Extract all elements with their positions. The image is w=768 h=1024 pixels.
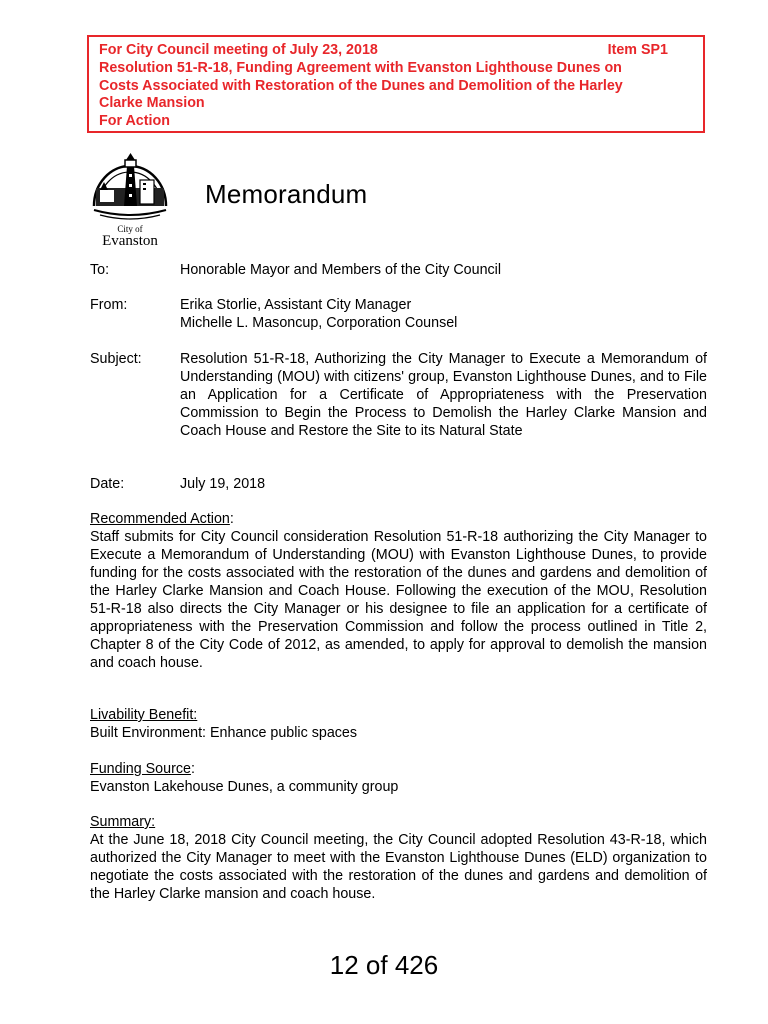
meeting-date-line: For City Council meeting of July 23, 2018: [99, 42, 378, 58]
heading-suffix: :: [190, 761, 195, 777]
section-heading: Funding Source: [90, 761, 191, 777]
item-number: Item SP1: [607, 42, 668, 58]
action-type: For Action: [99, 113, 170, 130]
from-line: Michelle L. Masoncup, Corporation Counsel: [180, 315, 458, 331]
recommended-action-section: [90, 510, 707, 672]
summary-section: [90, 813, 707, 903]
svg-text:City of: City of: [117, 224, 143, 234]
section-heading: Livability Benefit:: [90, 707, 198, 723]
lighthouse-seal-icon: [88, 150, 173, 245]
section-body: At the June 18, 2018 City Council meeting, the City Council adopted Resolution 43-R-18, which authorized the City Manager to meet with the Evanston Lighthouse Dunes (ELD) organization to negotiate the costs associated with the restoration of the dunes and gardens and demolition of the Harley Clarke mansion and coach house.: [90, 832, 707, 902]
from-line: Erika Storlie, Assistant City Manager: [180, 297, 412, 313]
city-logo: [88, 150, 173, 245]
heading-suffix: :: [229, 511, 234, 527]
date-label: Date:: [90, 476, 125, 492]
memo-title: Memorandum: [205, 179, 368, 209]
date-value: July 19, 2018: [180, 476, 266, 492]
agenda-title-line: Clarke Mansion: [99, 95, 205, 112]
from-label: From:: [90, 297, 128, 313]
section-body: Evanston Lakehouse Dunes, a community group: [90, 779, 399, 795]
livability-benefit-section: [90, 706, 707, 742]
agenda-title-line: Resolution 51-R-18, Funding Agreement with Evanston Lighthouse Dunes on: [99, 59, 622, 76]
subject-label: Subject:: [90, 351, 142, 367]
section-heading: Summary:: [90, 814, 156, 830]
to-value: Honorable Mayor and Members of the City Council: [180, 262, 502, 278]
agenda-title-line: Costs Associated with Restoration of the Dunes and Demolition of the Harley: [99, 77, 623, 94]
funding-source-section: [90, 760, 707, 796]
to-label: To:: [90, 262, 110, 278]
section-body: Staff submits for City Council consideration Resolution 51-R-18 authorizing the City Manager to Execute a Memorandum of Understanding (MOU) with Evanston Lighthouse Dunes, to provide funding for the costs associated with the restoration of the dunes and gardens and demolition of the Harley Clarke Mansion and Coach House. Following the execution of the MOU, Resolution 51-R-18 also directs the City Manager or his designee to file an application for a certificate of appropriateness with the Preservation Commission and follow the process outlined in Title 2, Chapter 8 of the City Code of 2012, as amended, to apply for approval to demolish the mansion and coach house.: [90, 529, 707, 671]
subject-value: Resolution 51-R-18, Authorizing the City Manager to Execute a Memorandum of Understanding (MOU) with citizens' group, Evanston Lighthouse Dunes, and to File an Application for a Certificate of Appropriateness with the Preservation Commission to Begin the Process to Demolish the Harley Clarke Mansion and Coach House and Restore the Site to its Natural State: [180, 351, 707, 439]
agenda-item-header: [87, 35, 705, 133]
section-heading: Recommended Action: [90, 511, 230, 527]
from-values: [180, 296, 707, 332]
section-body: Built Environment: Enhance public spaces: [90, 725, 358, 741]
meeting-row: [99, 42, 668, 60]
svg-text:Evanston: Evanston: [102, 233, 158, 245]
page-indicator: 12 of 426: [329, 950, 439, 980]
